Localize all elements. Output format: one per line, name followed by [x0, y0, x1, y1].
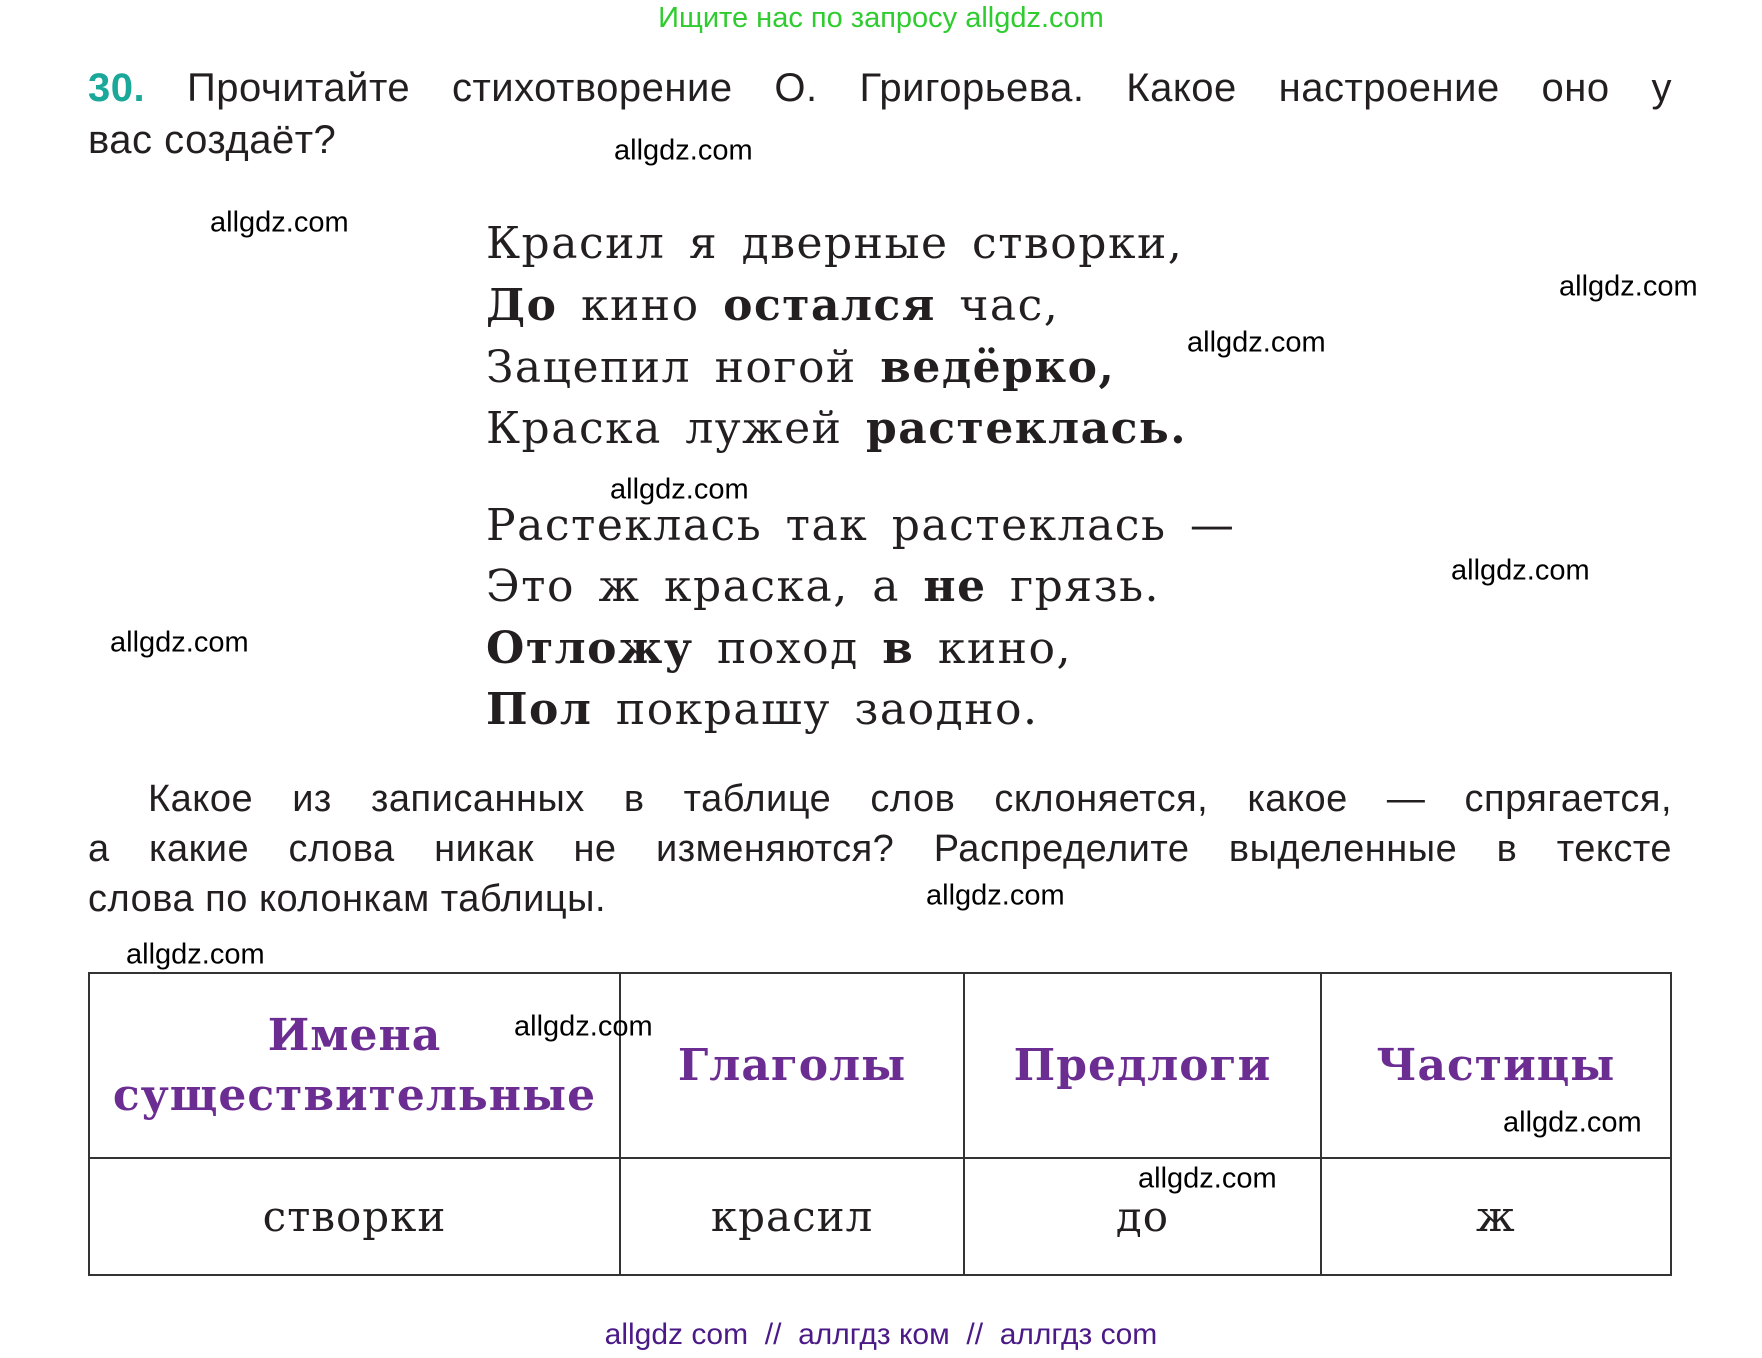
- highlighted-word: До: [486, 280, 558, 331]
- poem-line: [486, 500, 1235, 551]
- highlighted-word: в: [882, 623, 915, 674]
- table-row: [89, 1158, 1671, 1275]
- task-line-1: Прочитайте стихотворение О. Григорьева. Какое настроение оно у: [186, 66, 1672, 110]
- cell-noun: створки: [89, 1158, 620, 1275]
- poem-text: поход: [693, 623, 883, 674]
- watermark: allgdz.com: [1559, 270, 1698, 303]
- table-header-row: [89, 973, 1671, 1158]
- task-number: 30.: [88, 66, 146, 110]
- watermark: allgdz.com: [210, 206, 349, 239]
- watermark: allgdz.com: [610, 473, 749, 506]
- search-banner: Ищите нас по запросу allgdz.com: [658, 2, 1104, 34]
- task-line-2: вас создаёт?: [88, 118, 337, 162]
- poem-text: кино: [557, 280, 724, 331]
- watermark: allgdz.com: [1187, 326, 1326, 359]
- watermark: allgdz.com: [1451, 554, 1590, 587]
- poem-line: [486, 280, 1059, 331]
- poem-text: Краска лужей: [486, 403, 866, 454]
- question-line-3: слова по колонкам таблицы.: [88, 878, 607, 920]
- poem-line: [486, 218, 1183, 269]
- poem-text: Красил я дверные створки,: [486, 218, 1184, 269]
- watermark: allgdz.com: [926, 879, 1065, 912]
- header-verbs: Глаголы: [620, 973, 964, 1158]
- cell-particle: ж: [1321, 1158, 1671, 1275]
- watermark: allgdz.com: [126, 938, 265, 971]
- footer-watermark: allgdz com // аллгдз ком // аллгдз com: [604, 1318, 1158, 1351]
- watermark: allgdz.com: [110, 626, 249, 659]
- cell-preposition: до: [964, 1158, 1320, 1275]
- header-prepositions: Предлоги: [964, 973, 1320, 1158]
- watermark: allgdz.com: [514, 1010, 653, 1043]
- highlighted-word: не: [923, 561, 987, 612]
- highlighted-word: ведёрко,: [880, 342, 1116, 393]
- header-particles: Частицы: [1321, 973, 1671, 1158]
- poem-line: [486, 684, 1039, 735]
- poem-text: покрашу заодно.: [592, 684, 1039, 735]
- question-line-2: а какие слова никак не изменяются? Распределите выделенные в тексте: [88, 828, 1672, 870]
- poem-line: [486, 403, 1187, 454]
- question-paragraph: [88, 774, 1672, 924]
- watermark: allgdz.com: [614, 134, 753, 167]
- poem-text: час,: [935, 280, 1060, 331]
- poem-line: [486, 623, 1072, 674]
- question-line-1: Какое из записанных в таблице слов склоняется, какое — спрягается,: [148, 778, 1672, 820]
- word-table: [88, 972, 1672, 1276]
- highlighted-word: Отложу: [486, 623, 694, 674]
- highlighted-word: растеклась.: [865, 403, 1188, 454]
- poem-line: [486, 561, 1160, 612]
- poem-text: грязь.: [986, 561, 1161, 612]
- task-statement: [88, 62, 1672, 166]
- watermark: allgdz.com: [1503, 1106, 1642, 1139]
- watermark: allgdz.com: [1138, 1162, 1277, 1195]
- header-nouns: Имена существительные: [89, 973, 620, 1158]
- cell-verb: красил: [620, 1158, 964, 1275]
- poem-text: Это ж краска, а: [486, 561, 924, 612]
- poem-line: [486, 342, 1115, 393]
- poem-text: Растеклась так растеклась —: [486, 500, 1236, 551]
- highlighted-word: остался: [723, 280, 936, 331]
- poem-text: кино,: [914, 623, 1072, 674]
- poem-text: Зацепил ногой: [486, 342, 881, 393]
- highlighted-word: Пол: [486, 684, 593, 735]
